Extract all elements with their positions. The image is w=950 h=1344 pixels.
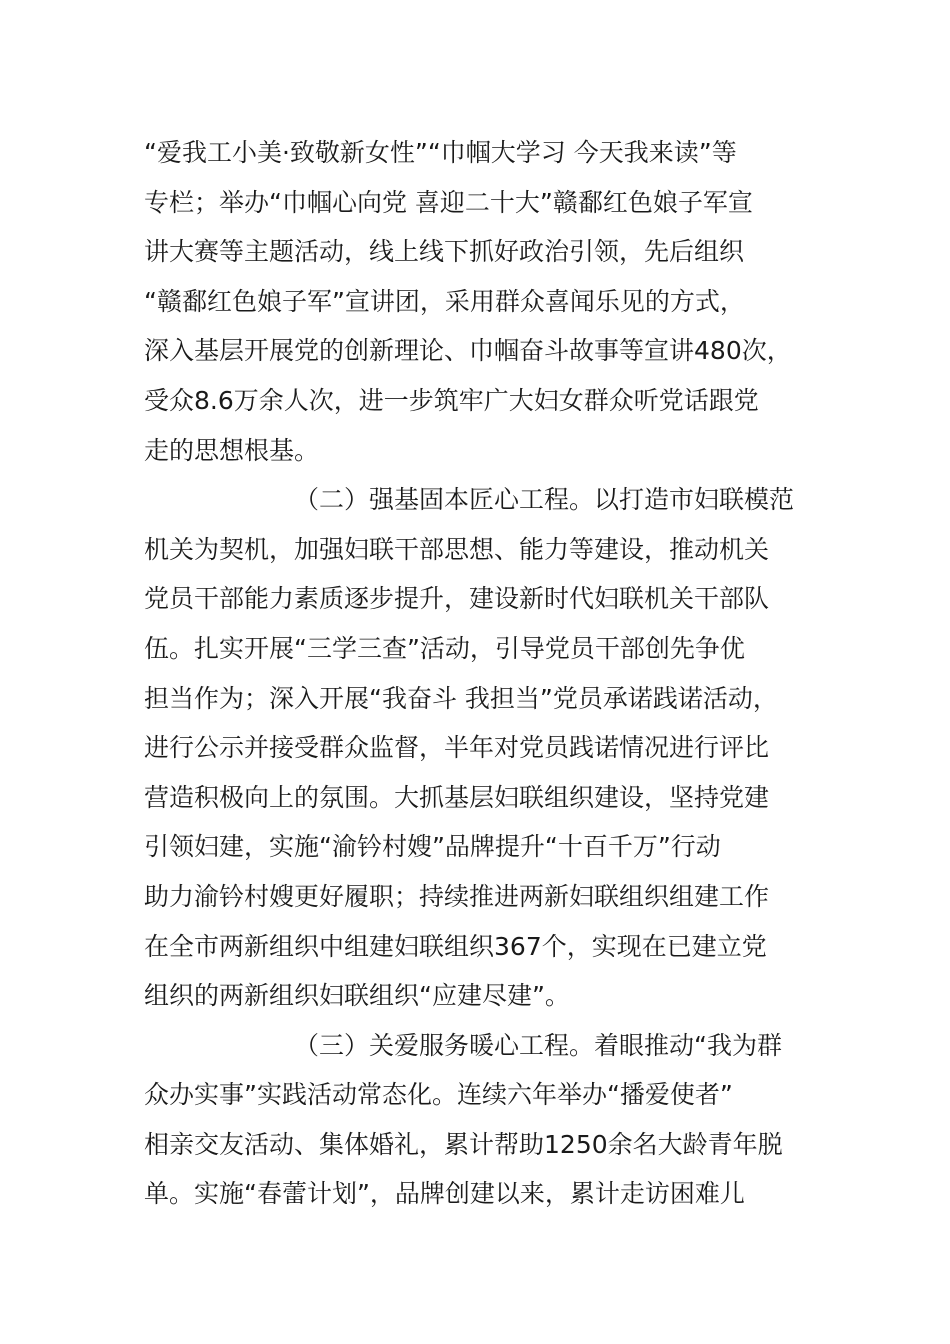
text-line: 进行公示并接受群众监督，半年对党员践诺情况进行评比: [144, 733, 770, 763]
text-line: 众办实事”实践活动常态化。连续六年举办“播爱使者”: [144, 1080, 733, 1110]
text-line: 单。实施“春蕾计划”，品牌创建以来，累计走访困难儿: [144, 1179, 745, 1209]
text-line: 专栏；举办“巾帼心向党 喜迎二十大”赣鄱红色娘子军宣: [144, 187, 753, 217]
section-heading-line: （二）强基固本匠心工程。以打造市妇联模范: [294, 485, 795, 515]
text-line: 走的思想根基。: [144, 435, 320, 465]
text-line: 在全市两新组织中组建妇联组织367个，实现在已建立党: [144, 931, 767, 961]
text-line: 担当作为；深入开展“我奋斗 我担当”党员承诺践诺活动，: [144, 683, 778, 713]
text-line: “爱我工小美·致敬新女性”“巾帼大学习 今天我来读”等: [144, 138, 737, 167]
text-line: 深入基层开展党的创新理论、巾帼奋斗故事等宣讲480次，: [144, 336, 792, 366]
text-line: 党员干部能力素质逐步提升，建设新时代妇联机关干部队: [144, 584, 770, 614]
text-line: 引领妇建，实施“渝钤村嫂”品牌提升“十百千万”行动: [144, 832, 721, 862]
section-heading-line: （三）关爱服务暖心工程。着眼推动“我为群: [294, 1030, 782, 1060]
text-line: 伍。扎实开展“三学三查”活动，引导党员干部创先争优: [144, 633, 745, 663]
text-line: 讲大赛等主题活动，线上线下抓好政治引领，先后组织: [144, 237, 745, 267]
text-line: 机关为契机，加强妇联干部思想、能力等建设，推动机关: [144, 534, 770, 564]
text-line: “赣鄱红色娘子军”宣讲团，采用群众喜闻乐见的方式，: [144, 286, 745, 316]
text-line: 受众8.6万余人次，进一步筑牢广大妇女群众听党话跟党: [144, 385, 759, 415]
text-line: 助力渝钤村嫂更好履职；持续推进两新妇联组织组建工作: [144, 881, 770, 911]
text-line: 营造积极向上的氛围。大抓基层妇联组织建设，坚持党建: [144, 782, 770, 812]
text-line: 相亲交友活动、集体婚礼，累计帮助1250余名大龄青年脱: [144, 1129, 783, 1159]
body-text: [144, 128, 816, 1219]
text-line: 组织的两新组织妇联组织“应建尽建”。: [144, 981, 570, 1011]
